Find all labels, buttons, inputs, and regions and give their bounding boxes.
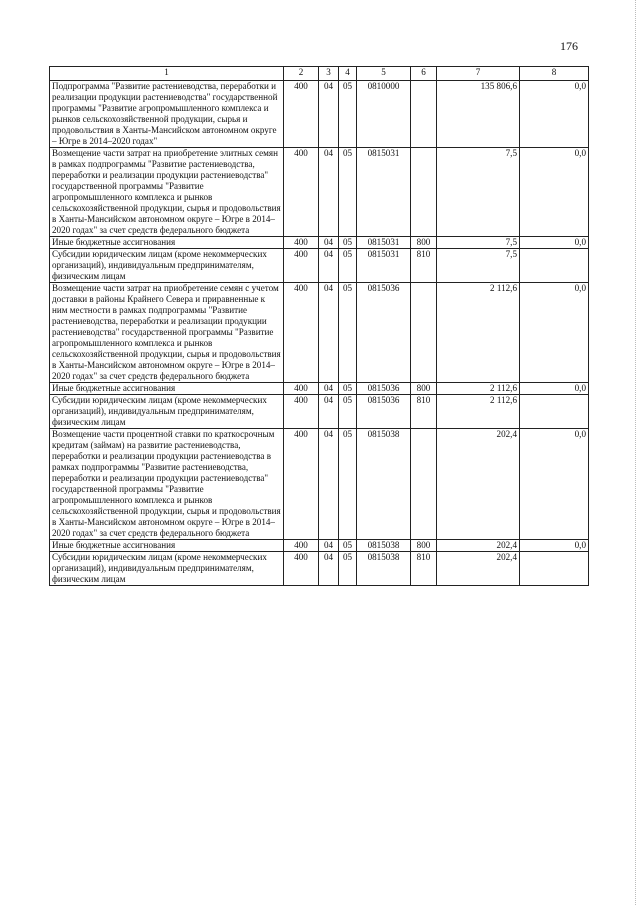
row-name: Субсидии юридическим лицам (кроме некоммерческих организаций), индивидуальным предпринимателям, физическим лицам — [50, 249, 284, 283]
row-name: Субсидии юридическим лицам (кроме некоммерческих организаций), индивидуальным предпринимателям, физическим лицам — [50, 395, 284, 429]
table-row — [50, 383, 589, 395]
row-col-6 — [411, 429, 437, 540]
row-name: Возмещение части затрат на приобретение семян с учетом доставки в районы Крайнего Севера и приравненные к ним местности в рамках подпрограммы "Развитие растениеводства, переработки и реализации продукции растениеводства" государственной программы "Развитие агропромышленного комплекса и рынков сельскохозяйственной продукции, сырья и продовольствия в Ханты-Мансийском автономном округе – Югре в 2014–2020 годах" за счет средств федерального бюджета — [50, 283, 284, 383]
row-col-2: 400 — [284, 283, 319, 383]
row-col-8 — [520, 552, 589, 586]
table-row — [50, 552, 589, 586]
row-col-6 — [411, 81, 437, 148]
header-col-2: 2 — [284, 67, 319, 81]
row-col-3: 04 — [319, 429, 339, 540]
row-col-4: 05 — [339, 249, 357, 283]
header-row — [50, 67, 589, 81]
table-row — [50, 283, 589, 383]
row-col-8: 0,0 — [520, 237, 589, 249]
row-col-2: 400 — [284, 540, 319, 552]
row-name: Возмещение части процентной ставки по краткосрочным кредитам (займам) на развитие растениеводства, переработки и реализации продукции растениеводства в рамках подпрограммы "Развитие растениеводства, переработки и реализации продукции растениеводства" государственной программы "Развитие агропромышленного комплекса и рынков сельскохозяйственной продукции, сырья и продовольствия в Ханты-Мансийском автономном округе – Югре в 2014–2020 годах" за счет средств федерального бюджета — [50, 429, 284, 540]
row-name: Субсидии юридическим лицам (кроме некоммерческих организаций), индивидуальным предпринимателям, физическим лицам — [50, 552, 284, 586]
row-col-7: 202,4 — [437, 552, 520, 586]
row-col-7: 7,5 — [437, 237, 520, 249]
row-col-3: 04 — [319, 148, 339, 237]
row-col-2: 400 — [284, 148, 319, 237]
row-col-2: 400 — [284, 552, 319, 586]
row-col-3: 04 — [319, 249, 339, 283]
row-col-3: 04 — [319, 283, 339, 383]
row-col-5: 0815038 — [357, 552, 411, 586]
row-col-5: 0815031 — [357, 148, 411, 237]
row-col-5: 0810000 — [357, 81, 411, 148]
table-row — [50, 148, 589, 237]
row-col-8: 0,0 — [520, 283, 589, 383]
row-col-2: 400 — [284, 395, 319, 429]
row-col-4: 05 — [339, 148, 357, 237]
row-col-3: 04 — [319, 540, 339, 552]
row-col-7: 2 112,6 — [437, 283, 520, 383]
row-col-7: 7,5 — [437, 249, 520, 283]
row-col-3: 04 — [319, 81, 339, 148]
row-col-8 — [520, 249, 589, 283]
row-col-2: 400 — [284, 237, 319, 249]
row-col-6: 800 — [411, 383, 437, 395]
row-col-5: 0815031 — [357, 237, 411, 249]
row-name: Иные бюджетные ассигнования — [50, 237, 284, 249]
row-col-7: 202,4 — [437, 540, 520, 552]
row-col-2: 400 — [284, 429, 319, 540]
table-row — [50, 540, 589, 552]
row-col-5: 0815031 — [357, 249, 411, 283]
header-col-4: 4 — [339, 67, 357, 81]
row-col-5: 0815038 — [357, 540, 411, 552]
header-col-6: 6 — [411, 67, 437, 81]
row-name: Подпрограмма "Развитие растениеводства, переработки и реализации продукции растениеводства" государственной программы "Развитие агропромышленного комплекса и рынков сельскохозяйственной продукции, сырья и продовольствия в Ханты-Мансийском автономном округе – Югре в 2014–2020 годах" — [50, 81, 284, 148]
row-col-6: 810 — [411, 552, 437, 586]
row-col-6: 800 — [411, 237, 437, 249]
row-col-2: 400 — [284, 383, 319, 395]
header-col-3: 3 — [319, 67, 339, 81]
scan-edge-line — [634, 0, 636, 905]
row-col-7: 2 112,6 — [437, 383, 520, 395]
row-col-7: 2 112,6 — [437, 395, 520, 429]
row-col-6 — [411, 283, 437, 383]
budget-table — [49, 66, 589, 586]
row-name: Иные бюджетные ассигнования — [50, 540, 284, 552]
table-row — [50, 429, 589, 540]
row-col-6: 800 — [411, 540, 437, 552]
header-col-5: 5 — [357, 67, 411, 81]
row-col-5: 0815038 — [357, 429, 411, 540]
row-col-4: 05 — [339, 237, 357, 249]
header-col-7: 7 — [437, 67, 520, 81]
page-number: 176 — [560, 39, 578, 53]
row-col-8: 0,0 — [520, 81, 589, 148]
row-col-6: 810 — [411, 395, 437, 429]
row-name: Иные бюджетные ассигнования — [50, 383, 284, 395]
row-col-4: 05 — [339, 383, 357, 395]
header-col-8: 8 — [520, 67, 589, 81]
row-col-4: 05 — [339, 540, 357, 552]
row-col-8: 0,0 — [520, 429, 589, 540]
row-col-2: 400 — [284, 249, 319, 283]
table-row — [50, 395, 589, 429]
row-col-4: 05 — [339, 395, 357, 429]
row-col-8: 0,0 — [520, 540, 589, 552]
row-col-8: 0,0 — [520, 148, 589, 237]
row-col-6: 810 — [411, 249, 437, 283]
row-col-3: 04 — [319, 552, 339, 586]
row-col-4: 05 — [339, 81, 357, 148]
row-name: Возмещение части затрат на приобретение элитных семян в рамках подпрограммы "Развитие растениеводства, переработки и реализации продукции растениеводства" государственной программы "Развитие агропромышленного комплекса и рынков сельскохозяйственной продукции, сырья и продовольствия в Ханты-Мансийском автономном округе – Югре в 2014–2020 годах" за счет средств федерального бюджета — [50, 148, 284, 237]
row-col-3: 04 — [319, 237, 339, 249]
row-col-5: 0815036 — [357, 383, 411, 395]
row-col-7: 7,5 — [437, 148, 520, 237]
row-col-8: 0,0 — [520, 383, 589, 395]
row-col-2: 400 — [284, 81, 319, 148]
row-col-8 — [520, 395, 589, 429]
header-col-1: 1 — [50, 67, 284, 81]
row-col-5: 0815036 — [357, 283, 411, 383]
row-col-3: 04 — [319, 395, 339, 429]
row-col-3: 04 — [319, 383, 339, 395]
row-col-4: 05 — [339, 429, 357, 540]
row-col-7: 202,4 — [437, 429, 520, 540]
row-col-5: 0815036 — [357, 395, 411, 429]
table-row — [50, 81, 589, 148]
row-col-7: 135 806,6 — [437, 81, 520, 148]
table-row — [50, 237, 589, 249]
row-col-4: 05 — [339, 552, 357, 586]
row-col-6 — [411, 148, 437, 237]
row-col-4: 05 — [339, 283, 357, 383]
table-row — [50, 249, 589, 283]
